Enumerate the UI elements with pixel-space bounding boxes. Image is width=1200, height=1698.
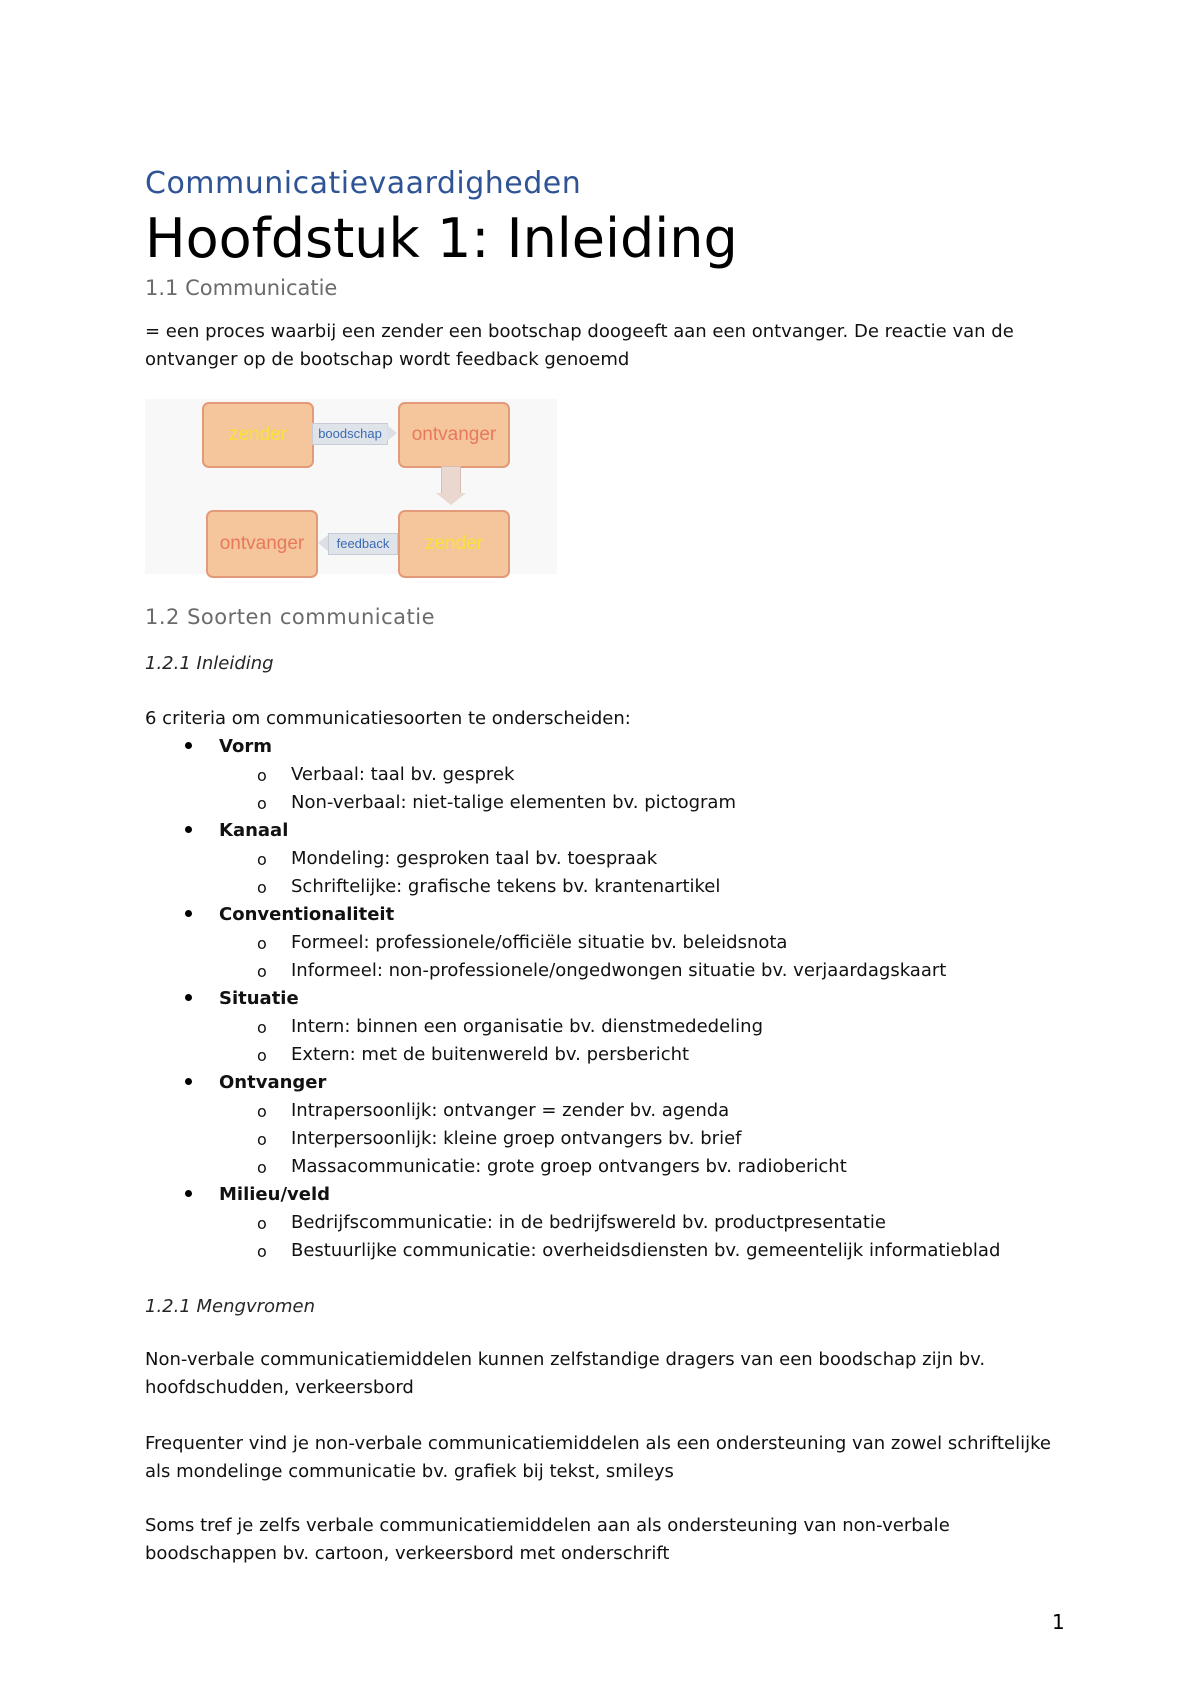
criterion-item: Non-verbaal: niet-talige elementen bv. pictogram xyxy=(291,792,736,813)
criterion-item: Informeel: non-professionele/ongedwongen situatie bv. verjaardagskaart xyxy=(291,960,947,981)
criterion-item: Verbaal: taal bv. gesprek xyxy=(291,764,515,785)
arrow-right-icon xyxy=(387,425,397,441)
communication-diagram xyxy=(145,399,557,574)
sub-bullet-icon: o xyxy=(257,934,267,953)
sub-bullet-icon: o xyxy=(257,1158,267,1177)
sub-bullet-icon: o xyxy=(257,850,267,869)
section-heading-1-2: 1.2 Soorten communicatie xyxy=(145,605,436,629)
criteria-intro: 6 criteria om communicatiesoorten te onderscheiden: xyxy=(145,708,631,729)
sub-bullet-icon: o xyxy=(257,1102,267,1121)
sub-bullet-icon: o xyxy=(257,1046,267,1065)
diagram-label-feedback: feedback xyxy=(328,533,398,555)
paragraph-2: Frequenter vind je non-verbale communicatiemiddelen als een ondersteuning van zowel schriftelijke als mondelinge communicatie bv. grafiek bij tekst, smileys xyxy=(145,1433,1051,1482)
section-heading-1-2-1: 1.2.1 Inleiding xyxy=(145,653,274,674)
criterion-item: Interpersoonlijk: kleine groep ontvangers bv. brief xyxy=(291,1128,742,1149)
criterion-item: Massacommunicatie: grote groep ontvangers bv. radiobericht xyxy=(291,1156,847,1177)
arrow-down-icon xyxy=(441,466,461,494)
criterion-item: Bedrijfscommunicatie: in de bedrijfswereld bv. productpresentatie xyxy=(291,1212,886,1233)
diagram-label-boodschap: boodschap xyxy=(312,423,388,445)
criterion-label: Ontvanger xyxy=(219,1072,327,1093)
sub-bullet-icon: o xyxy=(257,1018,267,1037)
document-subtitle: Communicatievaardigheden xyxy=(145,166,582,201)
criterion-item: Bestuurlijke communicatie: overheidsdiensten bv. gemeentelijk informatieblad xyxy=(291,1240,1001,1261)
sub-bullet-icon: o xyxy=(257,1214,267,1233)
diagram-box-ontvanger-2: ontvanger xyxy=(206,510,318,578)
criterion-item: Extern: met de buitenwereld bv. persbericht xyxy=(291,1044,690,1065)
criterion-item: Intrapersoonlijk: ontvanger = zender bv. agenda xyxy=(291,1100,730,1121)
paragraph-3: Soms tref je zelfs verbale communicatiemiddelen aan als ondersteuning van non-verbale boodschappen bv. cartoon, verkeersbord met onderschrift xyxy=(145,1515,950,1564)
section-heading-1-1: 1.1 Communicatie xyxy=(145,276,338,300)
criterion-item: Schriftelijke: grafische tekens bv. krantenartikel xyxy=(291,876,721,897)
sub-bullet-icon: o xyxy=(257,766,267,785)
sub-bullet-icon: o xyxy=(257,878,267,897)
criterion-label: Conventionaliteit xyxy=(219,904,395,925)
criterion-item: Intern: binnen een organisatie bv. dienstmededeling xyxy=(291,1016,763,1037)
arrow-left-icon xyxy=(318,535,328,551)
diagram-box-zender-2: zender xyxy=(398,510,510,578)
diagram-box-zender: zender xyxy=(202,402,314,468)
diagram-box-ontvanger: ontvanger xyxy=(398,402,510,468)
page-number: 1 xyxy=(1052,1610,1065,1634)
sub-bullet-icon: o xyxy=(257,1130,267,1149)
criterion-label: Vorm xyxy=(219,736,272,757)
criterion-label: Kanaal xyxy=(219,820,289,841)
criterion-item: Mondeling: gesproken taal bv. toespraak xyxy=(291,848,658,869)
criterion-label: Situatie xyxy=(219,988,299,1009)
bullet-icon xyxy=(185,994,192,1001)
bullet-icon xyxy=(185,742,192,749)
bullet-icon xyxy=(185,1078,192,1085)
criteria-list xyxy=(145,736,1095,1261)
sub-bullet-icon: o xyxy=(257,794,267,813)
bullet-icon xyxy=(185,826,192,833)
definition-paragraph: = een proces waarbij een zender een bootschap doogeeft aan een ontvanger. De reactie van de ontvanger op de bootschap wordt feedback genoemd xyxy=(145,321,1014,370)
sub-bullet-icon: o xyxy=(257,962,267,981)
paragraph-1: Non-verbale communicatiemiddelen kunnen zelfstandige dragers van een boodschap zijn bv. hoofdschudden, verkeersbord xyxy=(145,1349,986,1398)
criterion-item: Formeel: professionele/officiële situatie bv. beleidsnota xyxy=(291,932,788,953)
criterion-label: Milieu/veld xyxy=(219,1184,331,1205)
arrow-down-head-icon xyxy=(436,493,466,505)
page-title: Hoofdstuk 1: Inleiding xyxy=(145,207,738,270)
bullet-icon xyxy=(185,1190,192,1197)
bullet-icon xyxy=(185,910,192,917)
section-heading-mengvormen: 1.2.1 Mengvromen xyxy=(145,1296,316,1317)
sub-bullet-icon: o xyxy=(257,1242,267,1261)
